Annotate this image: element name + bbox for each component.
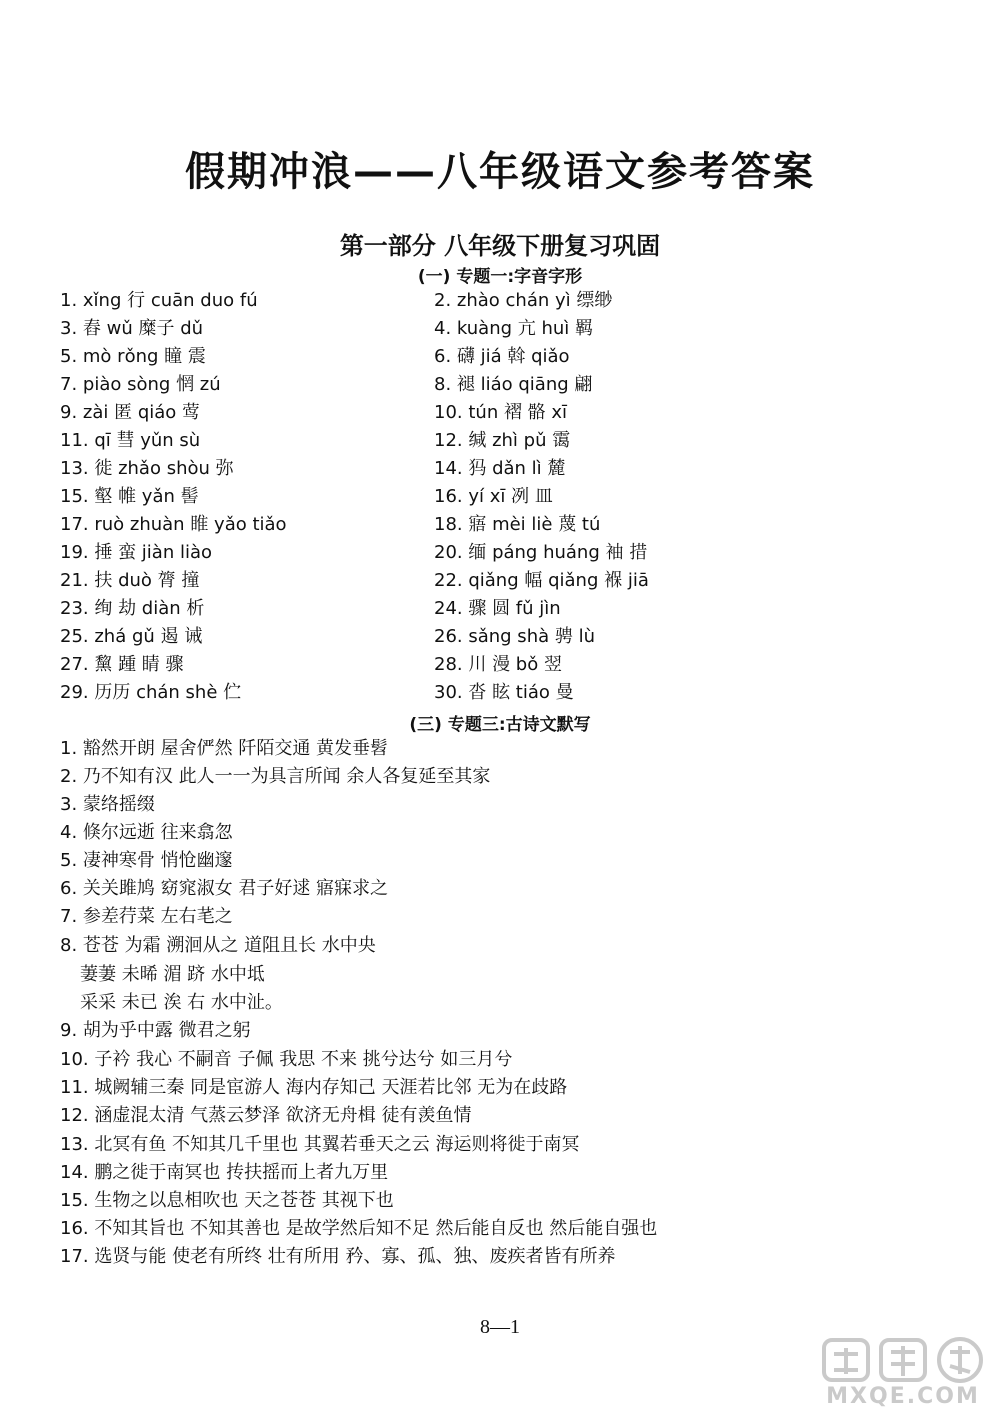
answer-item: 27. 黧 踵 睛 骤 xyxy=(60,654,184,675)
section-heading-1: (一) 专题一:字音字形 xyxy=(417,267,583,287)
answer-item: 10. 子衿 我心 不嗣音 子佩 我思 不来 挑兮达兮 如三月兮 xyxy=(60,1049,513,1070)
answer-item: 4. kuàng 亢 huì 羁 xyxy=(434,318,594,339)
answer-item: 11. 城阙辅三秦 同是宦游人 海内存知己 天涯若比邻 无为在歧路 xyxy=(60,1077,568,1098)
answer-item: 26. sǎng shà 骋 lù xyxy=(434,626,595,647)
page-number: 8—1 xyxy=(480,1316,520,1338)
answer-item: 3. 舂 wǔ 糜子 dǔ xyxy=(60,318,204,339)
page-title: 假期冲浪——八年级语文参考答案 xyxy=(185,149,815,195)
watermark xyxy=(818,1332,988,1412)
answer-item: 18. 寤 mèi liè 蔑 tú xyxy=(434,514,601,535)
answer-item: 采采 未已 涘 右 水中沚。 xyxy=(80,992,283,1013)
answer-item: 11. qī 彗 yǔn sù xyxy=(60,430,201,451)
watermark-logo-icon xyxy=(818,1332,988,1386)
answer-item: 13. 徙 zhǎo shòu 弥 xyxy=(60,458,234,479)
answer-item: 10. tún 褶 骼 xī xyxy=(434,402,568,423)
watermark-text: MXQE.COM xyxy=(826,1384,980,1409)
answer-item: 16. 不知其旨也 不知其善也 是故学然后知不足 然后能自反也 然后能自强也 xyxy=(60,1218,658,1239)
answer-item: 25. zhá gǔ 遏 诫 xyxy=(60,626,203,647)
answer-item: 4. 倏尔远逝 往来翕忽 xyxy=(60,822,233,843)
answer-item: 7. piào sòng 惘 zú xyxy=(60,374,221,395)
answer-item: 1. xǐng 行 cuān duo fú xyxy=(60,290,258,311)
answer-item: 28. 川 漫 bǒ 翌 xyxy=(434,654,562,675)
answer-item: 8. 苍苍 为霜 溯洄从之 道阻且长 水中央 xyxy=(60,935,376,956)
answer-item: 14. 鹏之徙于南冥也 抟扶摇而上者九万里 xyxy=(60,1162,389,1183)
answer-item: 2. zhào chán yì 缥缈 xyxy=(434,290,613,311)
part-heading: 第一部分 八年级下册复习巩固 xyxy=(339,232,661,260)
answer-item: 16. yí xī 冽 皿 xyxy=(434,486,553,507)
answer-item: 2. 乃不知有汉 此人一一为具言所闻 余人各复延至其家 xyxy=(60,766,491,787)
answer-item: 8. 褪 liáo qiāng 翩 xyxy=(434,374,593,395)
section-heading-3: (三) 专题三:古诗文默写 xyxy=(409,715,591,735)
answer-item: 9. 胡为乎中露 微君之躬 xyxy=(60,1020,251,1041)
answer-item: 1. 豁然开朗 屋舍俨然 阡陌交通 黄发垂髫 xyxy=(60,738,389,759)
answer-item: 21. 扶 duò 膂 撞 xyxy=(60,570,200,591)
answer-item: 9. zài 匿 qiáo 莺 xyxy=(60,402,201,423)
answer-item: 5. mò rǒng 瞳 震 xyxy=(60,346,206,367)
answer-item: 29. 历历 chán shè 伫 xyxy=(60,682,242,703)
answer-item: 7. 参差荇菜 左右芼之 xyxy=(60,906,233,927)
answer-item: 5. 凄神寒骨 悄怆幽邃 xyxy=(60,850,233,871)
answer-item: 22. qiǎng 幅 qiǎng 褓 jiā xyxy=(434,570,649,591)
answer-item: 6. 礴 jiá 斡 qiǎo xyxy=(434,346,570,367)
answer-item: 15. 壑 帷 yǎn 髻 xyxy=(60,486,199,507)
answer-item: 17. 选贤与能 使老有所终 壮有所用 矜、寡、孤、独、废疾者皆有所养 xyxy=(60,1246,616,1267)
answer-item: 19. 捶 蛮 jiàn liào xyxy=(60,542,212,563)
answer-item: 12. 缄 zhì pǔ 霭 xyxy=(434,430,571,451)
answer-item: 17. ruò zhuàn 睢 yǎo tiǎo xyxy=(60,514,287,535)
answer-item: 20. 缅 páng huáng 袖 措 xyxy=(434,542,648,563)
answer-item: 13. 北冥有鱼 不知其几千里也 其翼若垂天之云 海运则将徙于南冥 xyxy=(60,1134,580,1155)
answer-item: 12. 涵虚混太清 气蒸云梦泽 欲济无舟楫 徒有羡鱼情 xyxy=(60,1105,472,1126)
answer-item: 6. 关关雎鸠 窈窕淑女 君子好逑 寤寐求之 xyxy=(60,878,389,899)
answer-item: 3. 蒙络摇缀 xyxy=(60,794,155,815)
answer-item: 23. 绚 劫 diàn 析 xyxy=(60,598,205,619)
answer-item: 15. 生物之以息相吹也 天之苍苍 其视下也 xyxy=(60,1190,394,1211)
answer-item: 30. 沓 眩 tiáo 曼 xyxy=(434,682,574,703)
answer-item: 14. 犸 dǎn lì 麓 xyxy=(434,458,566,479)
answer-item: 24. 骤 圆 fǔ jìn xyxy=(434,598,561,619)
answer-item: 萋萋 未晞 湄 跻 水中坻 xyxy=(80,964,265,985)
